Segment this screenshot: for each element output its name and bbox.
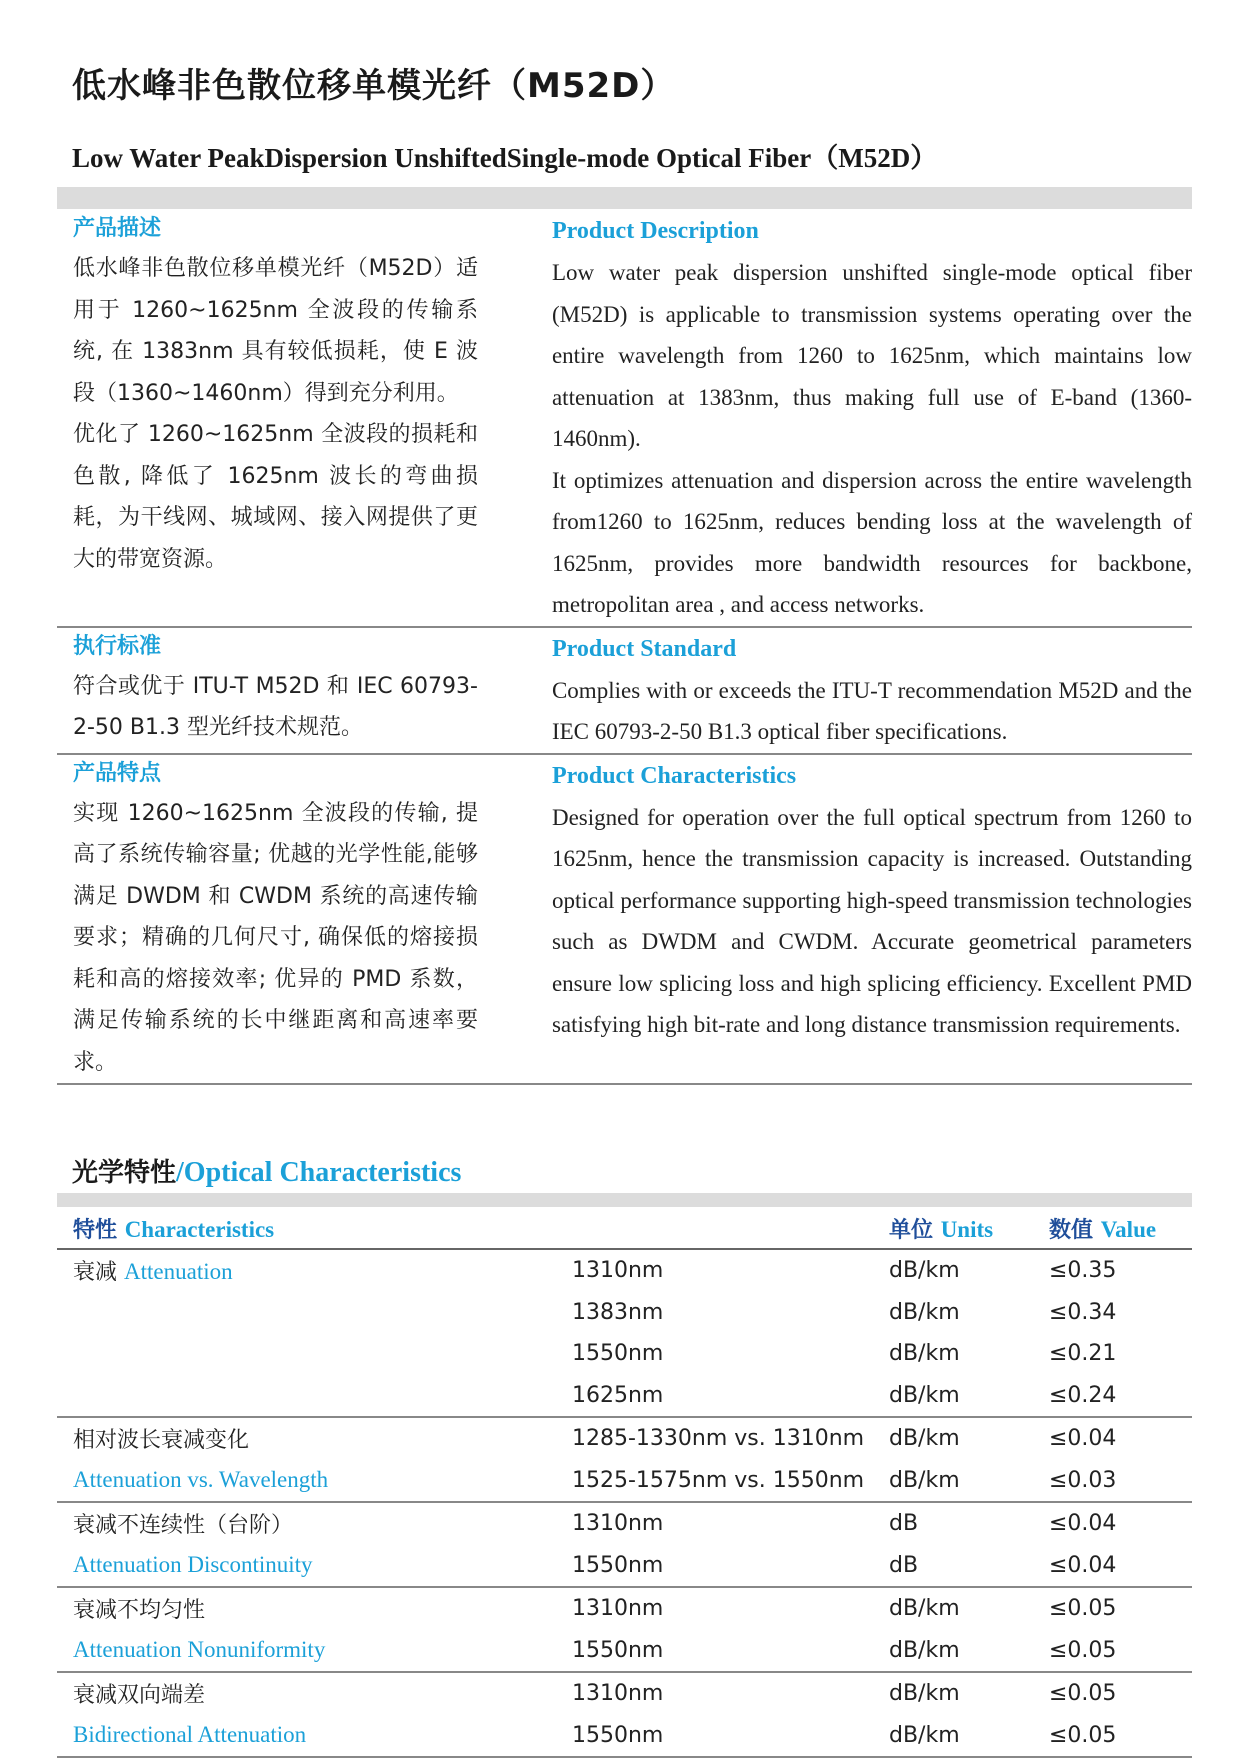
table-row bbox=[57, 1375, 1192, 1417]
characteristic-name-en: Bidirectional Attenuation bbox=[73, 1722, 307, 1748]
table-row bbox=[57, 1460, 1192, 1502]
table-row bbox=[57, 1418, 1192, 1460]
table-row bbox=[57, 1292, 1192, 1334]
optical-divider-bar bbox=[57, 1193, 1192, 1207]
optical-table-header bbox=[57, 1208, 1192, 1250]
value-cell: ≤0.04 bbox=[1049, 1552, 1117, 1578]
section-heading-en: Product Standard bbox=[551, 635, 737, 662]
condition-cell: 1383nm bbox=[572, 1299, 664, 1325]
value-cell: ≤0.34 bbox=[1049, 1299, 1117, 1325]
unit-cell: dB/km bbox=[889, 1637, 960, 1663]
unit-cell: dB/km bbox=[889, 1341, 960, 1367]
description-table bbox=[57, 210, 1192, 1085]
characteristic-name-en: Attenuation Discontinuity bbox=[73, 1552, 313, 1578]
characteristic-name-zh: 衰减 bbox=[73, 1260, 118, 1286]
section-paragraph-zh: 实现 1260~1625nm 全波段的传输, 提高了系统传输容量; 优越的光学性能,能够满足 DWDM 和 CWDM 系统的高速传输要求；精确的几何尺寸, 确保低的熔接损耗和高的熔接效率; 优异的 PMD 系数，满足传输系统的长中继距离和高速率要求。 bbox=[73, 800, 478, 1075]
section-heading-en: Product Description bbox=[551, 218, 759, 244]
characteristic-group bbox=[57, 1588, 1192, 1673]
characteristic-group bbox=[57, 1673, 1192, 1758]
section-heading-zh: 产品特点 bbox=[73, 760, 162, 786]
value-cell: ≤0.21 bbox=[1049, 1341, 1117, 1367]
characteristic-name-en: Attenuation bbox=[124, 1259, 233, 1285]
table-row bbox=[57, 1250, 1192, 1292]
section-product-description bbox=[57, 210, 1192, 628]
condition-cell: 1310nm bbox=[572, 1258, 664, 1284]
value-cell: ≤0.05 bbox=[1049, 1637, 1117, 1663]
section-paragraph-en: Complies with or exceeds the ITU-T recommendation M52D and the IEC 60793-2-50 B1.3 optical fiber specifications. bbox=[551, 677, 1192, 744]
value-cell: ≤0.04 bbox=[1049, 1511, 1117, 1537]
table-row bbox=[57, 1503, 1192, 1545]
condition-cell: 1310nm bbox=[572, 1596, 664, 1622]
value-cell: ≤0.04 bbox=[1049, 1426, 1117, 1452]
table-row bbox=[57, 1588, 1192, 1630]
condition-cell: 1525-1575nm vs. 1550nm bbox=[572, 1467, 865, 1493]
optical-table bbox=[57, 1208, 1192, 1758]
unit-cell: dB bbox=[889, 1511, 919, 1537]
table-row bbox=[57, 1630, 1192, 1672]
optical-section-title: 光学特性/Optical Characteristics bbox=[72, 1157, 462, 1188]
condition-cell: 1550nm bbox=[572, 1341, 664, 1367]
page-title: 低水峰非色散位移单模光纤（M52D） bbox=[72, 66, 676, 106]
value-cell: ≤0.05 bbox=[1049, 1681, 1117, 1707]
characteristic-name-en: Attenuation vs. Wavelength bbox=[73, 1467, 329, 1493]
table-row bbox=[57, 1545, 1192, 1587]
characteristic-name-zh: 相对波长衰减变化 bbox=[73, 1428, 250, 1454]
characteristic-name-zh: 衰减双向端差 bbox=[73, 1683, 206, 1709]
section-heading-en: Product Characteristics bbox=[551, 762, 797, 789]
characteristic-group bbox=[57, 1418, 1192, 1503]
condition-cell: 1550nm bbox=[572, 1552, 664, 1578]
condition-cell: 1550nm bbox=[572, 1722, 664, 1748]
unit-cell: dB/km bbox=[889, 1467, 960, 1493]
section-paragraph-en: Designed for operation over the full optical spectrum from 1260 to 1625nm, hence the transmission capacity is increased. Outstanding optical performance supporting high-speed transmission technologies such as DWDM and CWDM. Accurate geometrical parameters ensure low splicing loss and high splicing efficiency. Excellent PMD satisfying high bit-rate and long distance transmission requirements. bbox=[551, 804, 1192, 1037]
section-paragraph-zh: 优化了 1260~1625nm 全波段的损耗和色散, 降低了 1625nm 波长的弯曲损耗，为干线网、城域网、接入网提供了更大的带宽资源。 bbox=[73, 422, 478, 572]
section-paragraph-zh: 符合或优于 ITU-T M52D 和 IEC 60793-2-50 B1.3 型光纤技术规范。 bbox=[73, 673, 478, 740]
unit-cell: dB/km bbox=[889, 1299, 960, 1325]
section-product-characteristics bbox=[57, 755, 1192, 1086]
condition-cell: 1310nm bbox=[572, 1511, 664, 1537]
characteristic-name-zh: 衰减不均匀性 bbox=[73, 1598, 206, 1624]
condition-cell: 1550nm bbox=[572, 1637, 664, 1663]
section-heading-zh: 产品描述 bbox=[73, 216, 162, 241]
unit-cell: dB/km bbox=[889, 1382, 960, 1408]
characteristic-name-en: Attenuation Nonuniformity bbox=[73, 1637, 326, 1663]
unit-cell: dB/km bbox=[889, 1722, 960, 1748]
table-row bbox=[57, 1673, 1192, 1715]
characteristic-name-zh: 衰减不连续性（台阶） bbox=[73, 1513, 294, 1539]
condition-cell: 1625nm bbox=[572, 1382, 664, 1408]
section-paragraph-en: It optimizes attenuation and dispersion across the entire wavelength from1260 to 1625nm, reduces bending loss at the wavelength of 1625nm, provides more bandwidth resources for backbone, metropolitan area , and access networks. bbox=[551, 467, 1192, 617]
value-cell: ≤0.05 bbox=[1049, 1596, 1117, 1622]
section-paragraph-en: Low water peak dispersion unshifted single-mode optical fiber (M52D) is applicable to transmission systems operating over the entire wavelength from 1260 to 1625nm, which maintains low attenuation at 1383nm, thus making full use of E-band (1360-1460nm). bbox=[551, 260, 1192, 451]
section-paragraph-zh: 低水峰非色散位移单模光纤（M52D）适用于 1260~1625nm 全波段的传输系统, 在 1383nm 具有较低损耗，使 E 波段（1360~1460nm）得到充分利用。 bbox=[73, 256, 478, 406]
unit-cell: dB/km bbox=[889, 1681, 960, 1707]
condition-cell: 1310nm bbox=[572, 1681, 664, 1707]
section-product-standard bbox=[57, 628, 1192, 755]
value-cell: ≤0.35 bbox=[1049, 1258, 1117, 1284]
header-units: 单位 Units bbox=[889, 1216, 994, 1243]
header-characteristics: 特性 Characteristics bbox=[73, 1216, 275, 1243]
characteristic-group bbox=[57, 1503, 1192, 1588]
value-cell: ≤0.24 bbox=[1049, 1382, 1117, 1408]
value-cell: ≤0.03 bbox=[1049, 1467, 1117, 1493]
page-subtitle: Low Water PeakDispersion UnshiftedSingle-mode Optical Fiber（M52D） bbox=[72, 143, 938, 173]
unit-cell: dB/km bbox=[889, 1426, 960, 1452]
unit-cell: dB/km bbox=[889, 1258, 960, 1284]
table-row bbox=[57, 1333, 1192, 1375]
unit-cell: dB bbox=[889, 1552, 919, 1578]
header-value: 数值 Value bbox=[1049, 1216, 1157, 1243]
unit-cell: dB/km bbox=[889, 1596, 960, 1622]
characteristic-group bbox=[57, 1250, 1192, 1418]
section-heading-zh: 执行标准 bbox=[73, 633, 162, 659]
condition-cell: 1285-1330nm vs. 1310nm bbox=[572, 1426, 865, 1452]
value-cell: ≤0.05 bbox=[1049, 1722, 1117, 1748]
optical-table-body bbox=[57, 1250, 1192, 1758]
table-row bbox=[57, 1715, 1192, 1757]
header-divider-bar bbox=[57, 187, 1192, 209]
